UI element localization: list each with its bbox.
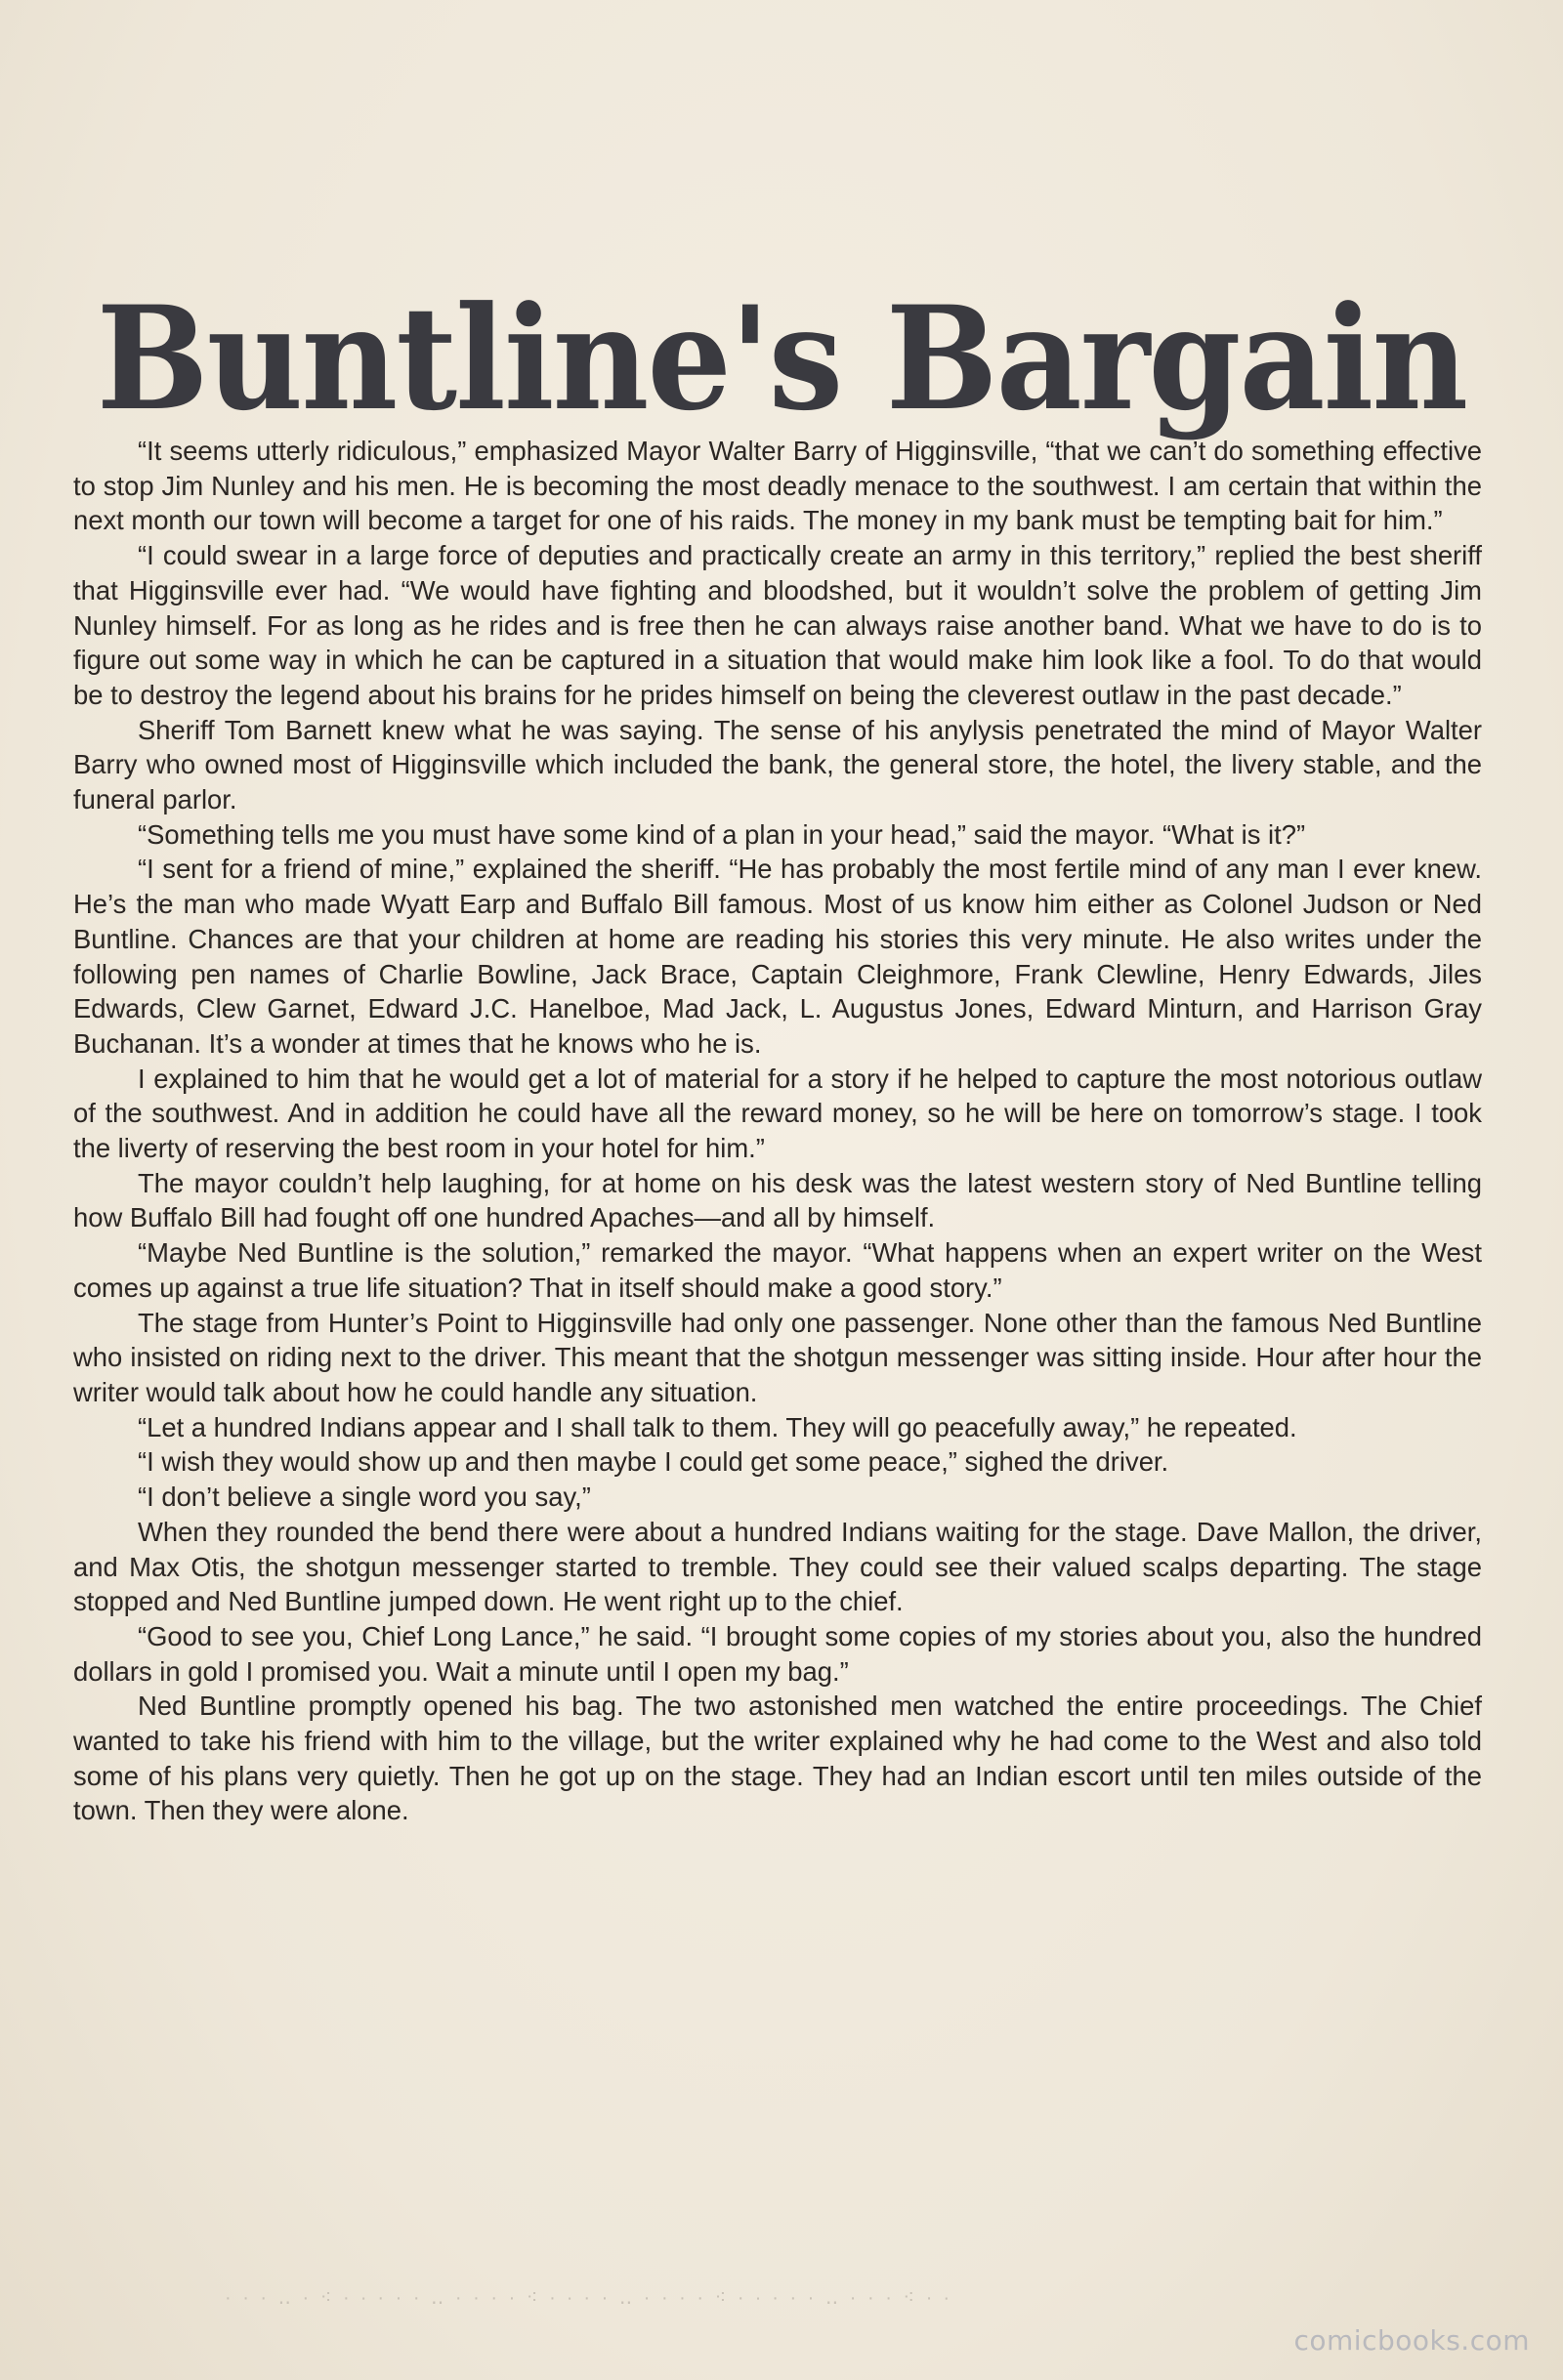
- paragraph: Ned Buntline promptly opened his bag. The two astonished men watched the entire proceedings. The Chief wanted to take his friend with him to the village, but the writer explained why he had come to the West and also told some of his plans very quietly. Then he got up on the stage. They had an Indian escort until ten miles outside of the town. Then they were alone.: [73, 1691, 1482, 1826]
- paragraph: “Maybe Ned Buntline is the solution,” remarked the mayor. “What happens when an expert writer on the West comes up against a true life situation? That in itself should make a good story.”: [73, 1237, 1482, 1303]
- paragraph: Sheriff Tom Barnett knew what he was saying. The sense of his anylysis penetrated the mind of Mayor Walter Barry who owned most of Higginsville which included the bank, the general store, the hotel, the livery stable, and the funeral parlor.: [73, 714, 1482, 815]
- paragraph: “I don’t believe a single word you say,”: [138, 1482, 591, 1513]
- paragraph: I explained to him that he would get a lot of material for a story if he helped to capture the most notorious outlaw of the southwest. And in addition he could have all the reward money, so he will be here on tomorrow’s stage. I took the liverty of reserving the best room in your hotel for him.”: [73, 1063, 1482, 1164]
- paragraph: “I could swear in a large force of deputies and practically create an army in this territory,” replied the best sheriff that Higginsville ever had. “We would have fighting and bloodshed, but it wouldn’t solve the problem of getting Jim Nunley himself. For as long as he rides and is free then he can always raise another band. What we have to do is to figure out some way in which he can be captured in a situation that would make him look like a fool. To do that would be to destroy the legend about his brains for he prides himself on being the cleverest outlaw in the past decade.”: [73, 540, 1482, 710]
- paragraph: “I sent for a friend of mine,” explained the sheriff. “He has probably the most fertile mind of any man I ever knew. He’s the man who made Wyatt Earp and Buffalo Bill famous. Most of us know him either as Colonel Judson or Ned Buntline. Chances are that your children at home are reading his stories this very minute. He also writes under the following pen names of Charlie Bowline, Jack Brace, Captain Cleighmore, Frank Clewline, Henry Edwards, Jiles Edwards, Clew Garnet, Edward J.C. Hanelboe, Mad Jack, L. Augustus Jones, Edward Minturn, and Harrison Gray Buchanan. It’s a wonder at times that he knows who he is.: [73, 854, 1482, 1059]
- paragraph: “Good to see you, Chief Long Lance,” he said. “I brought some copies of my stories about you, also the hundred dollars in gold I promised you. Wait a minute until I open my bag.”: [73, 1620, 1482, 1687]
- paragraph: “Something tells me you must have some kind of a plan in your head,” said the mayor. “What is it?”: [138, 818, 1306, 850]
- bleed-through-smudge: · · · ‥ · ⁖ · ∙ · · · ‥ · · · · ⁖ · ∙ · · ‥ · · · · ⁖ · ∙ · · · ‥ · · · ⁖ · ∙: [225, 2287, 952, 2309]
- paragraph: “It seems utterly ridiculous,” emphasized Mayor Walter Barry of Higginsville, “that we can’t do something effective to stop Jim Nunley and his men. He is becoming the most deadly menace to the southwest. I am certain that within the next month our town will become a target for one of his raids. The money in my bank must be tempting bait for him.”: [73, 436, 1482, 536]
- paragraph: The stage from Hunter’s Point to Higginsville had only one passenger. None other than the famous Ned Buntline who insisted on riding next to the driver. This meant that the shotgun messenger was sitting inside. Hour after hour the writer would talk about how he could handle any situation.: [73, 1307, 1482, 1407]
- paragraph: “Let a hundred Indians appear and I shall talk to them. They will go peacefully away,” he repeated.: [138, 1411, 1297, 1442]
- paragraph: When they rounded the bend there were about a hundred Indians waiting for the stage. Dave Mallon, the driver, and Max Otis, the shotgun messenger started to tremble. They could see their valued scalps departing. The stage stopped and Ned Buntline jumped down. He went right up to the chief.: [73, 1516, 1482, 1617]
- paragraph: The mayor couldn’t help laughing, for at home on his desk was the latest western story of Ned Buntline telling how Buffalo Bill had fought off one hundred Apaches—and all by himself.: [73, 1167, 1482, 1233]
- story-body: [73, 434, 1482, 1828]
- site-watermark: comicbooks.com: [1293, 2324, 1530, 2357]
- paragraph: “I wish they would show up and then maybe I could get some peace,” sighed the driver.: [138, 1446, 1169, 1478]
- story-title: Buntline's Bargain: [96, 274, 1467, 442]
